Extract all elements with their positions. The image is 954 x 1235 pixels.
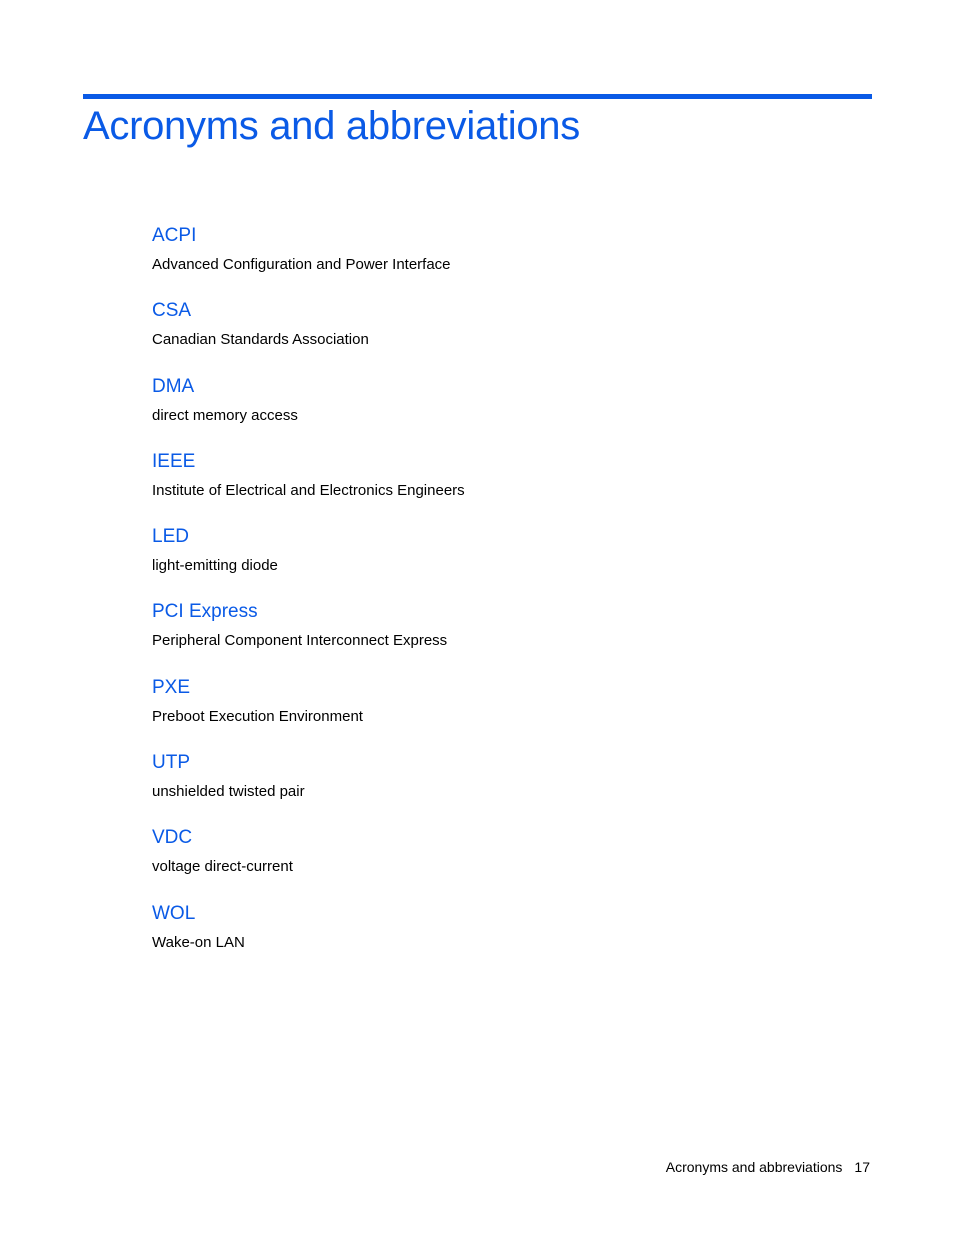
acronym-term: IEEE	[152, 450, 196, 472]
footer-section-title: Acronyms and abbreviations	[665, 1159, 843, 1175]
acronym-definition: Peripheral Component Interconnect Express	[152, 632, 448, 650]
acronym-entry-vdc	[152, 824, 852, 899]
acronym-entry-ieee	[152, 448, 852, 523]
acronym-definition: Preboot Execution Environment	[152, 707, 363, 725]
acronym-term: LED	[152, 526, 189, 548]
acronym-definition: Canadian Standards Association	[152, 331, 369, 349]
acronym-term: DMA	[152, 375, 195, 397]
page-footer	[666, 1157, 870, 1177]
page-title: Acronyms and abbreviations	[83, 104, 580, 148]
acronym-entry-pxe	[152, 674, 852, 749]
acronym-definition: Wake-on LAN	[152, 933, 245, 951]
acronym-term: WOL	[152, 902, 196, 924]
page-number: 17	[854, 1159, 870, 1175]
acronym-definition: unshielded twisted pair	[152, 783, 305, 801]
acronym-term: PXE	[152, 676, 191, 698]
acronym-entry-utp	[152, 749, 852, 824]
acronym-definition: light-emitting diode	[152, 557, 278, 575]
acronym-term: ACPI	[152, 225, 197, 246]
title-rule	[83, 94, 872, 99]
acronym-list	[152, 222, 852, 975]
acronym-term: PCI Express	[152, 601, 258, 623]
acronym-definition: Advanced Configuration and Power Interface	[152, 256, 451, 273]
acronym-entry-csa	[152, 297, 852, 372]
acronym-entry-led	[152, 523, 852, 598]
acronym-entry-pci-express	[152, 598, 852, 673]
acronym-definition: direct memory access	[152, 406, 298, 424]
acronym-definition: voltage direct-current	[152, 858, 293, 876]
acronym-term: CSA	[152, 300, 192, 322]
acronym-entry-dma	[152, 373, 852, 448]
acronym-definition: Institute of Electrical and Electronics Engineers	[152, 481, 465, 499]
acronym-term: VDC	[152, 827, 193, 849]
acronym-entry-acpi	[152, 222, 852, 297]
acronym-entry-wol	[152, 900, 852, 975]
acronym-term: UTP	[152, 752, 190, 774]
